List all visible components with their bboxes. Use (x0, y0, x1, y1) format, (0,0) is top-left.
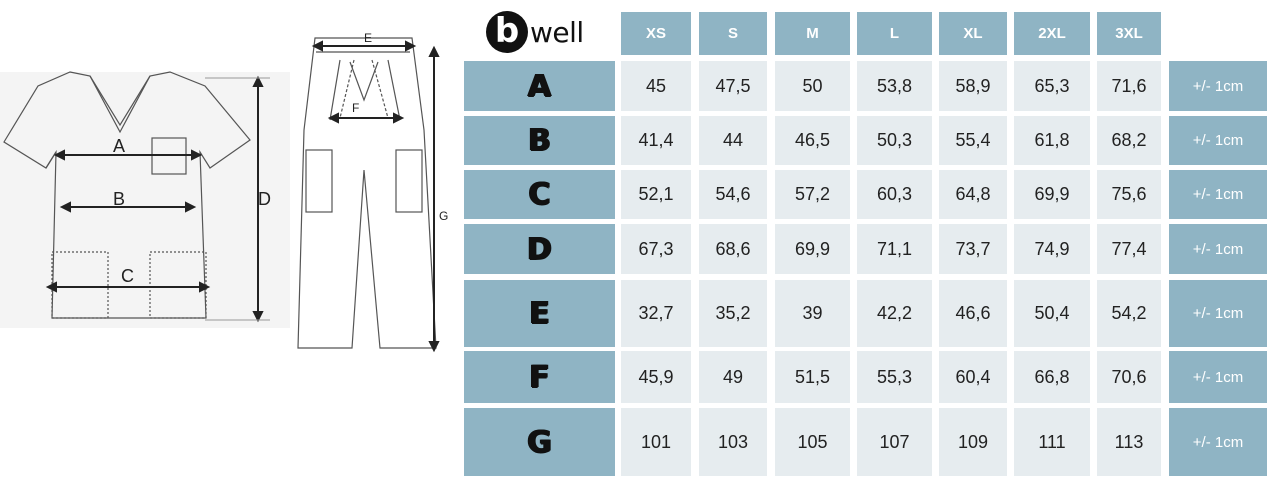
table-cell: 107 (857, 408, 932, 476)
table-cell: 64,8 (939, 170, 1007, 219)
tolerance-cell: +/- 1cm (1169, 61, 1267, 111)
table-cell: 60,4 (939, 351, 1007, 403)
table-cell: 42,2 (857, 280, 932, 347)
table-cell: 68,2 (1097, 116, 1161, 165)
table-cell: 69,9 (775, 224, 850, 274)
table-cell: 32,7 (621, 280, 691, 347)
table-cell: 55,4 (939, 116, 1007, 165)
table-cell: 71,1 (857, 224, 932, 274)
table-cell: 54,2 (1097, 280, 1161, 347)
table-cell: 50,4 (1014, 280, 1090, 347)
table-cell: 39 (775, 280, 850, 347)
tolerance-cell: +/- 1cm (1169, 116, 1267, 165)
table-cell: 105 (775, 408, 850, 476)
table-cell: 35,2 (699, 280, 767, 347)
table-cell: 101 (621, 408, 691, 476)
pants-left-pocket (306, 150, 332, 212)
table-cell: 65,3 (1014, 61, 1090, 111)
size-header-xs: XS (621, 12, 691, 55)
row-label-a: A (464, 61, 615, 111)
tolerance-cell: +/- 1cm (1169, 408, 1267, 476)
table-cell: 47,5 (699, 61, 767, 111)
table-cell: 46,6 (939, 280, 1007, 347)
table-cell: 69,9 (1014, 170, 1090, 219)
table-cell: 66,8 (1014, 351, 1090, 403)
table-cell: 75,6 (1097, 170, 1161, 219)
tolerance-cell: +/- 1cm (1169, 224, 1267, 274)
table-cell: 60,3 (857, 170, 932, 219)
row-label-g: G (464, 408, 615, 476)
size-header-s: S (699, 12, 767, 55)
table-cell: 67,3 (621, 224, 691, 274)
logo-text: well (530, 15, 584, 49)
table-cell: 53,8 (857, 61, 932, 111)
table-cell: 51,5 (775, 351, 850, 403)
table-cell: 58,9 (939, 61, 1007, 111)
table-cell: 61,8 (1014, 116, 1090, 165)
table-cell: 54,6 (699, 170, 767, 219)
table-cell: 50,3 (857, 116, 932, 165)
label-e: E (364, 31, 373, 45)
row-label-b: B (464, 116, 615, 165)
bwell-logo (486, 10, 584, 54)
tolerance-cell: +/- 1cm (1169, 170, 1267, 219)
table-cell: 70,6 (1097, 351, 1161, 403)
pants-right-pocket (396, 150, 422, 212)
tolerance-cell: +/- 1cm (1169, 280, 1267, 347)
label-c: C (121, 266, 134, 286)
table-cell: 103 (699, 408, 767, 476)
size-header-3xl: 3XL (1097, 12, 1161, 55)
label-f: F (352, 101, 360, 115)
table-cell: 68,6 (699, 224, 767, 274)
pants-outline (298, 38, 436, 348)
table-cell: 113 (1097, 408, 1161, 476)
label-b: B (113, 189, 126, 209)
table-cell: 50 (775, 61, 850, 111)
table-cell: 74,9 (1014, 224, 1090, 274)
table-cell: 111 (1014, 408, 1090, 476)
table-cell: 52,1 (621, 170, 691, 219)
logo-circle: b (486, 11, 528, 53)
garment-illustration (0, 0, 460, 492)
table-cell: 46,5 (775, 116, 850, 165)
table-cell: 57,2 (775, 170, 850, 219)
size-header-m: M (775, 12, 850, 55)
label-d: D (258, 189, 271, 209)
row-label-c: C (464, 170, 615, 219)
table-cell: 49 (699, 351, 767, 403)
table-cell: 45,9 (621, 351, 691, 403)
table-cell: 45 (621, 61, 691, 111)
table-cell: 55,3 (857, 351, 932, 403)
row-label-d: D (464, 224, 615, 274)
label-a: A (113, 136, 126, 156)
row-label-e: E (464, 280, 615, 347)
table-cell: 109 (939, 408, 1007, 476)
label-g: G (439, 209, 449, 223)
row-label-f: F (464, 351, 615, 403)
table-cell: 77,4 (1097, 224, 1161, 274)
tolerance-cell: +/- 1cm (1169, 351, 1267, 403)
table-cell: 41,4 (621, 116, 691, 165)
measurement-diagram (0, 0, 460, 492)
size-header-xl: XL (939, 12, 1007, 55)
table-cell: 44 (699, 116, 767, 165)
size-header-l: L (857, 12, 932, 55)
size-header-2xl: 2XL (1014, 12, 1090, 55)
table-cell: 71,6 (1097, 61, 1161, 111)
table-cell: 73,7 (939, 224, 1007, 274)
